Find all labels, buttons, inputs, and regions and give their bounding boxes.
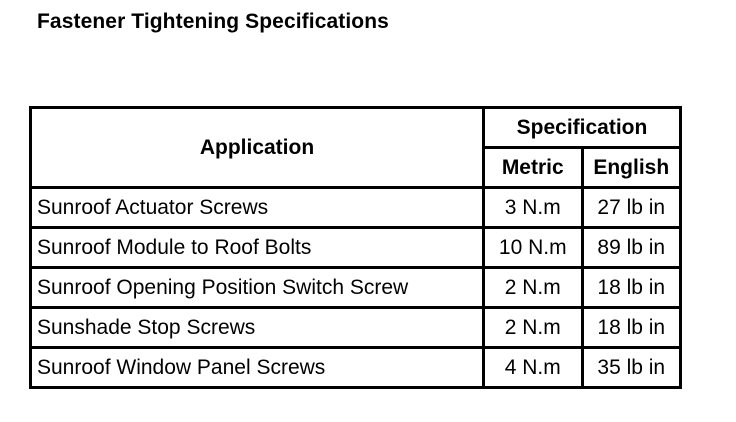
metric-cell: 2 N.m	[484, 268, 583, 308]
metric-cell: 3 N.m	[484, 188, 583, 228]
table-row	[31, 268, 681, 308]
application-column-header: Application	[31, 108, 484, 188]
english-cell: 89 lb in	[582, 228, 681, 268]
english-column-header: English	[582, 148, 681, 188]
english-cell: 35 lb in	[582, 348, 681, 388]
english-cell: 18 lb in	[582, 308, 681, 348]
metric-cell: 4 N.m	[484, 348, 583, 388]
english-cell: 27 lb in	[582, 188, 681, 228]
table-row	[31, 348, 681, 388]
table-header-row	[31, 108, 681, 148]
metric-cell: 2 N.m	[484, 308, 583, 348]
application-cell: Sunroof Window Panel Screws	[31, 348, 484, 388]
fastener-spec-table	[29, 106, 682, 389]
application-cell: Sunroof Opening Position Switch Screw	[31, 268, 484, 308]
metric-column-header: Metric	[484, 148, 583, 188]
application-cell: Sunroof Module to Roof Bolts	[31, 228, 484, 268]
document-title: Fastener Tightening Specifications	[37, 10, 389, 33]
table-row	[31, 188, 681, 228]
table-row	[31, 308, 681, 348]
english-cell: 18 lb in	[582, 268, 681, 308]
application-cell: Sunshade Stop Screws	[31, 308, 484, 348]
table-row	[31, 228, 681, 268]
specification-group-header: Specification	[484, 108, 681, 148]
metric-cell: 10 N.m	[484, 228, 583, 268]
application-cell: Sunroof Actuator Screws	[31, 188, 484, 228]
